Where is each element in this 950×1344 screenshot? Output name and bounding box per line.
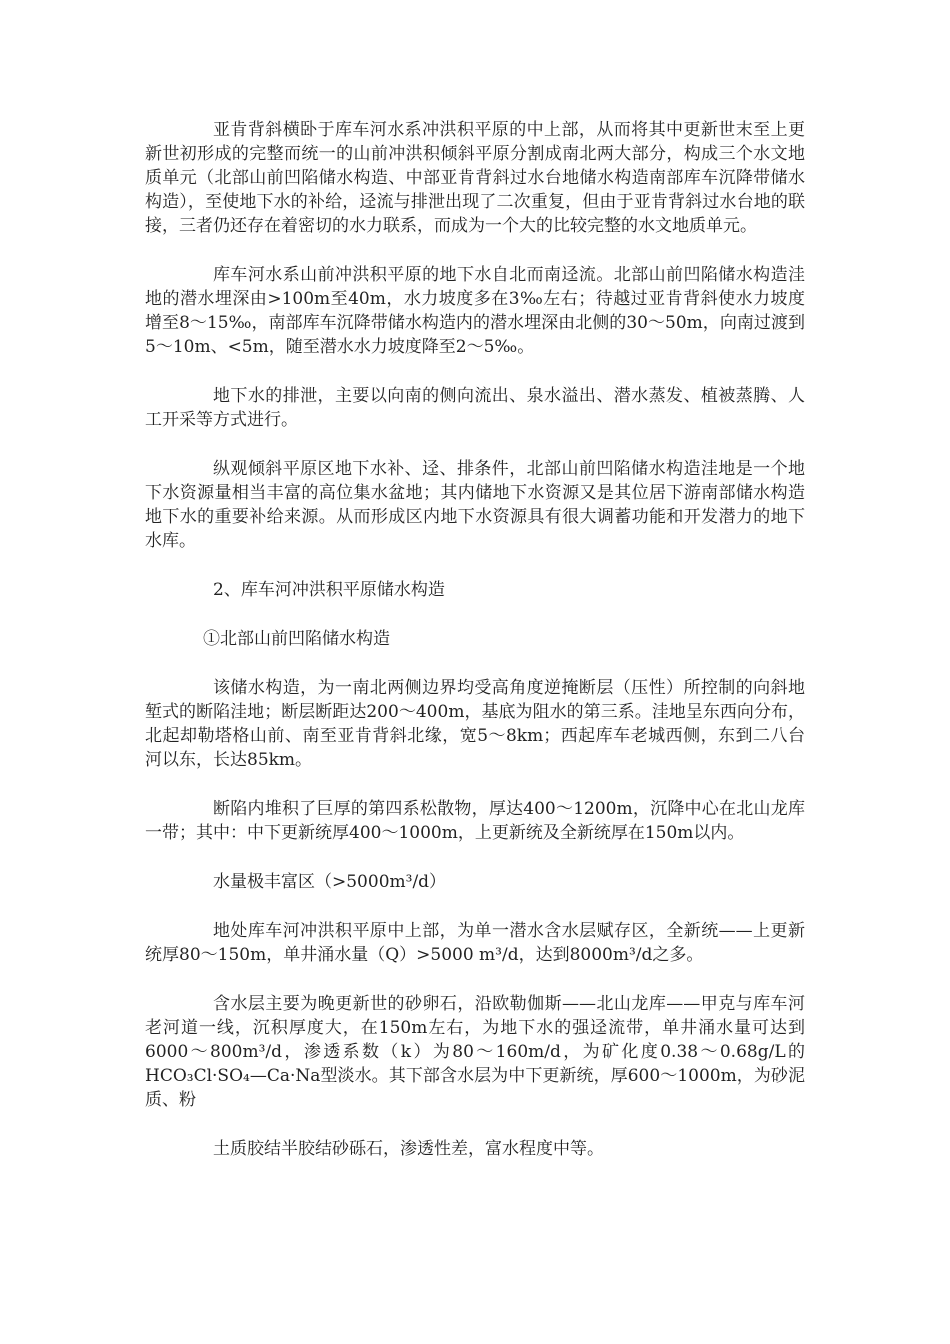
paragraph-structure: 该储水构造，为一南北两侧边界均受高角度逆掩断层（压性）所控制的向斜地堑式的断陷洼地；断层断距达200～400m，基底为阻水的第三系。洼地呈东西向分布，北起却勒塔格山前、南至亚肯背斜北缘，宽5～8km；西起库车老城西侧，东到二八台河以东，长达85km。 [145, 678, 805, 770]
subsection-heading: ①北部山前凹陷储水构造 [203, 629, 390, 649]
paragraph-lower-aquifer: 土质胶结半胶结砂砾石，渗透性差，富水程度中等。 [213, 1139, 604, 1159]
paragraph-summary: 纵观倾斜平原区地下水补、迳、排条件，北部山前凹陷储水构造洼地是一个地下水资源量相当丰富的高位集水盆地；其内储地下水资源又是其位居下游南部储水构造地下水的重要补给来源。从而形成区内地下水资源具有很大调蓄功能和开发潜力的地下水库。 [145, 459, 805, 551]
paragraph-overview: 亚肯背斜横卧于库车河水系冲洪积平原的中上部，从而将其中更新世末至上更新世初形成的完整而统一的山前冲洪积倾斜平原分割成南北两大部分，构成三个水文地质单元（北部山前凹陷储水构造、中部亚肯背斜过水台地储水构造南部库车沉降带储水构造），至使地下水的补给，迳流与排泄出现了二次重复，但由于亚肯背斜过水台地的联接，三者仍还存在着密切的水力联系，而成为一个大的比较完整的水文地质单元。 [145, 120, 805, 236]
paragraph-aquifer: 含水层主要为晚更新世的砂卵石，沿欧勒伽斯——北山龙库——甲克与库车河老河道一线，沉积厚度大，在150m左右，为地下水的强迳流带，单井涌水量可达到6000～800m³/d，渗透系数（k）为80～160m/d，为矿化度0.38～0.68g/L的HCO₃Cl·SO₄—Ca·Na型淡水。其下部含水层为中下更新统，厚600～1000m，为砂泥质、粉 [145, 994, 805, 1110]
document-body [145, 118, 805, 1186]
paragraph-groundwater-flow: 库车河水系山前冲洪积平原的地下水自北而南迳流。北部山前凹陷储水构造洼地的潜水埋深由>100m至40m，水力坡度多在3‰左右；待越过亚肯背斜使水力坡度增至8～15‰，南部库车沉降带储水构造内的潜水埋深由北侧的30～50m，向南过渡到5～10m、<5m，随至潜水水力坡度降至2～5‰。 [145, 265, 805, 357]
paragraph-zone-location: 地处库车河冲洪积平原中上部，为单一潜水含水层赋存区，全新统——上更新统厚80～150m，单井涌水量（Q）>5000 m³/d，达到8000m³/d之多。 [145, 921, 805, 965]
section-heading: 2、库车河冲洪积平原储水构造 [213, 580, 445, 600]
zone-heading: 水量极丰富区（>5000m³/d） [213, 872, 447, 892]
paragraph-deposits: 断陷内堆积了巨厚的第四系松散物，厚达400～1200m，沉降中心在北山龙库一带；其中：中下更新统厚400～1000m，上更新统及全新统厚在150m以内。 [145, 799, 805, 843]
paragraph-discharge: 地下水的排泄，主要以向南的侧向流出、泉水溢出、潜水蒸发、植被蒸腾、人工开采等方式进行。 [145, 386, 805, 430]
